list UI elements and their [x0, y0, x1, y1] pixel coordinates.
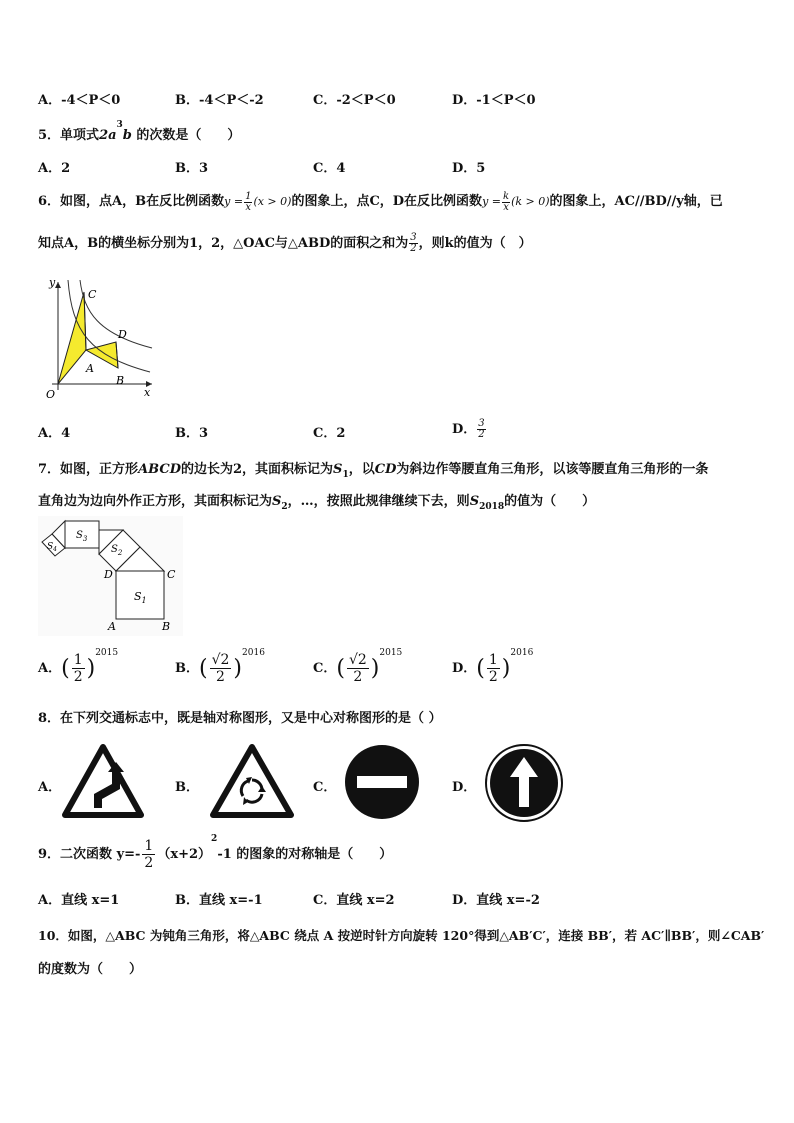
q7-option-a: A．( $\frac{1}{2}$ )$^{2015}$: [38, 648, 119, 685]
q5-option-a: A．2: [38, 161, 71, 176]
q5-option-d: D．5: [452, 161, 486, 176]
label-x: x: [144, 386, 151, 399]
sign-straight-ahead-icon: [484, 743, 564, 823]
q10-stem-line2: 的度数为（ ）: [38, 962, 143, 977]
label-s3: $S_3$: [76, 530, 88, 543]
q6-option-d: D． $\frac{3}{2}$: [452, 418, 485, 440]
q4-option-d: D．-1＜P＜0: [452, 93, 536, 108]
label-s2: $S_2$: [111, 544, 123, 557]
q4-option-a: A．-4＜P＜0: [38, 93, 121, 108]
q5-stem: 5．单项式$2a^3b$ 的次数是（ ）: [38, 120, 241, 143]
label-c: C: [88, 288, 97, 301]
label-a: A: [108, 620, 116, 633]
y-arrow: [55, 282, 61, 288]
label-d: D: [118, 328, 127, 341]
q10-stem-line1: 10．如图，△ABC 为钝角三角形，将△ABC 绕点 A 按逆时针方向旋转 120°得到△AB′C′，连接 BB′，若 AC′∥BB′，则∠CAB′: [38, 928, 765, 943]
q8-option-b-label: B．: [175, 780, 199, 795]
label-y: y: [49, 276, 56, 289]
q8-option-a-label: A．: [38, 780, 62, 795]
q9-option-d: D．直线 x=-2: [452, 893, 540, 908]
q5-option-c: C．4: [313, 161, 346, 176]
q7-figure: [38, 516, 183, 636]
q9-option-b: B．直线 x=-1: [175, 893, 263, 908]
q7-stem-line2: 直角边为边向外作正方形，其面积标记为$S_2$，…，按照此规律继续下去，则$S_{2018}$的值为（ ）: [38, 494, 596, 512]
q6-option-b: B．3: [175, 426, 209, 441]
label-c: C: [167, 568, 176, 581]
sign-no-entry-icon: [343, 743, 421, 821]
label-o: O: [46, 388, 56, 401]
sign-double-bend-icon: [62, 744, 144, 818]
sign-roundabout-icon: [210, 744, 294, 818]
q4-option-b: B．-4＜P＜-2: [175, 93, 264, 108]
q6-option-c: C．2: [313, 426, 346, 441]
q6-option-a: A．4: [38, 426, 71, 441]
q9-option-a: A．直线 x=1: [38, 893, 120, 908]
q7-option-d: D．( $\frac{1}{2}$ )$^{2016}$: [452, 648, 534, 685]
q6-figure: [40, 272, 165, 402]
q9-option-c: C．直线 x=2: [313, 893, 395, 908]
q7-option-b: B．( $\frac{√2}{2}$ )$^{2016}$: [175, 648, 265, 685]
label-d: D: [104, 568, 113, 581]
label-s4: $S_4$: [47, 542, 57, 553]
label-a: A: [86, 362, 94, 375]
q8-option-d-label: D．: [452, 780, 477, 795]
label-s1: $S_1$: [134, 590, 147, 605]
q7-option-c: C．( $\frac{√2}{2}$ )$^{2015}$: [313, 648, 403, 685]
label-b: B: [116, 374, 125, 387]
label-b: B: [162, 620, 171, 633]
q9-stem: 9．二次函数 y=- $\frac{1}{2}$ $(x+2)^2-1$ 的图象的对称轴是（ ）: [38, 834, 393, 871]
q4-option-c: C．-2＜P＜0: [313, 93, 396, 108]
q6-stem-line2: 知点A，B的横坐标分别为1，2，△OAC与△ABD的面积之和为 $\frac{3}{2}$ ，则k的值为（ ）: [38, 232, 532, 254]
q6-stem-line1: 6．如图，点A，B在反比例函数y = $\frac{1}{x}$ (x > 0)的图象上，点C，D在反比例函数y = $\frac{k}{x}$ (k > 0)的图象上，AC//BD//y轴，已: [38, 190, 723, 213]
q5-option-b: B．3: [175, 161, 209, 176]
q7-stem-line1: 7．如图，正方形ABCD的边长为2，其面积标记为$S_1$，以CD为斜边作等腰直角三角形，以该等腰直角三角形的一条: [38, 462, 709, 480]
q8-option-c-label: C．: [313, 780, 337, 795]
q8-stem: 8．在下列交通标志中，既是轴对称图形，又是中心对称图形的是（ ）: [38, 711, 442, 726]
